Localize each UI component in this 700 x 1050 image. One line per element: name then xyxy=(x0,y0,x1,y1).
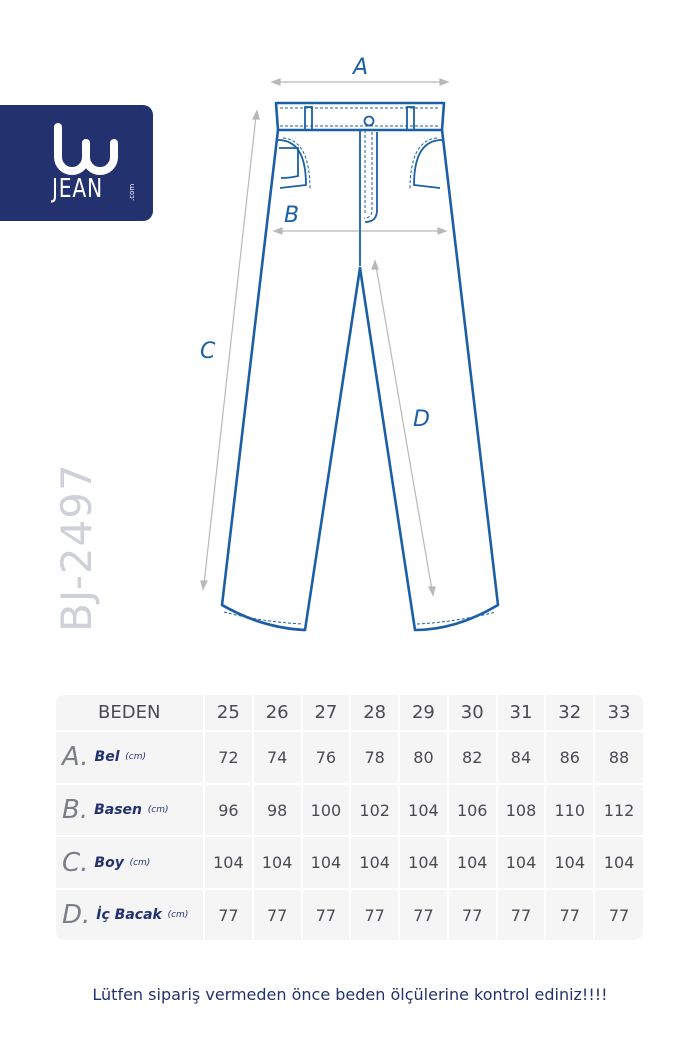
product-code: BJ-2497 xyxy=(52,463,101,632)
table-cell: 102 xyxy=(350,784,399,837)
row-label xyxy=(56,889,204,940)
table-cell: 72 xyxy=(204,731,253,784)
table-cell: 104 xyxy=(399,784,448,837)
table-cell: 106 xyxy=(448,784,497,837)
size-table xyxy=(56,695,643,940)
row-unit: (cm) xyxy=(167,910,189,920)
row-label xyxy=(56,784,204,837)
table-cell: 77 xyxy=(350,889,399,940)
table-row xyxy=(56,889,643,940)
table-cell: 77 xyxy=(253,889,302,940)
table-cell: 104 xyxy=(302,836,351,889)
table-cell: 84 xyxy=(497,731,546,784)
size-header-cell: 26 xyxy=(253,695,302,731)
row-letter: C. xyxy=(62,847,89,878)
table-cell: 104 xyxy=(350,836,399,889)
table-cell: 104 xyxy=(594,836,643,889)
row-name: Bel xyxy=(94,749,120,766)
table-cell: 77 xyxy=(497,889,546,940)
size-header-cell: 30 xyxy=(448,695,497,731)
measurement-lines xyxy=(201,79,448,595)
row-name: Basen xyxy=(94,802,143,819)
table-cell: 88 xyxy=(594,731,643,784)
table-cell: 77 xyxy=(302,889,351,940)
table-cell: 76 xyxy=(302,731,351,784)
table-cell: 104 xyxy=(253,836,302,889)
table-cell: 77 xyxy=(448,889,497,940)
table-cell: 77 xyxy=(204,889,253,940)
table-cell: 104 xyxy=(448,836,497,889)
dimension-label-a: A xyxy=(353,55,369,80)
dimension-label-d: D xyxy=(413,407,430,432)
size-header-label: BEDEN xyxy=(56,695,204,731)
jeans-details xyxy=(278,107,498,630)
size-table-grid xyxy=(56,695,643,940)
table-cell: 77 xyxy=(608,905,630,925)
row-name: Boy xyxy=(94,854,124,871)
table-cell: 82 xyxy=(448,731,497,784)
row-label xyxy=(56,836,204,889)
row-letter: A. xyxy=(62,742,89,773)
table-cell: 110 xyxy=(545,784,594,837)
table-row xyxy=(56,784,643,837)
table-cell: 80 xyxy=(399,731,448,784)
size-header-cell: 25 xyxy=(204,695,253,731)
size-header-cell: 28 xyxy=(350,695,399,731)
table-row xyxy=(56,731,643,784)
size-check-note: Lütfen sipariş vermeden önce beden ölçülerine kontrol ediniz!!!! xyxy=(92,985,608,1004)
table-cell: 96 xyxy=(204,784,253,837)
row-unit: (cm) xyxy=(125,752,146,763)
table-cell: 98 xyxy=(253,784,302,837)
row-label xyxy=(56,731,204,784)
size-header-row xyxy=(56,695,643,731)
table-cell: 104 xyxy=(545,836,594,889)
dimension-label-b: B xyxy=(284,203,300,228)
size-header-cell: 27 xyxy=(302,695,351,731)
table-cell: 100 xyxy=(302,784,351,837)
table-cell: 104 xyxy=(497,836,546,889)
row-unit: (cm) xyxy=(129,857,151,868)
brand-suffix: .com xyxy=(128,183,136,201)
table-cell: 112 xyxy=(594,784,643,837)
row-letter: B. xyxy=(62,795,89,826)
table-cell: 86 xyxy=(545,731,594,784)
size-header-cell: 31 xyxy=(497,695,546,731)
table-cell: 78 xyxy=(350,731,399,784)
row-letter: D. xyxy=(62,900,91,930)
table-row xyxy=(56,836,643,889)
dimension-label-c: C xyxy=(200,339,216,364)
table-cell: 104 xyxy=(399,836,448,889)
size-header-cell: 29 xyxy=(399,695,448,731)
size-header-cell: 33 xyxy=(594,695,643,731)
row-unit: (cm) xyxy=(147,805,169,816)
table-cell: 108 xyxy=(497,784,546,837)
table-cell: 77 xyxy=(545,889,594,940)
table-cell: 77 xyxy=(399,889,448,940)
table-cell: 104 xyxy=(204,836,253,889)
size-header-cell: 32 xyxy=(545,695,594,731)
table-cell: 74 xyxy=(253,731,302,784)
brand-name: JEAN xyxy=(52,174,103,204)
row-name: İç Bacak xyxy=(96,907,162,923)
